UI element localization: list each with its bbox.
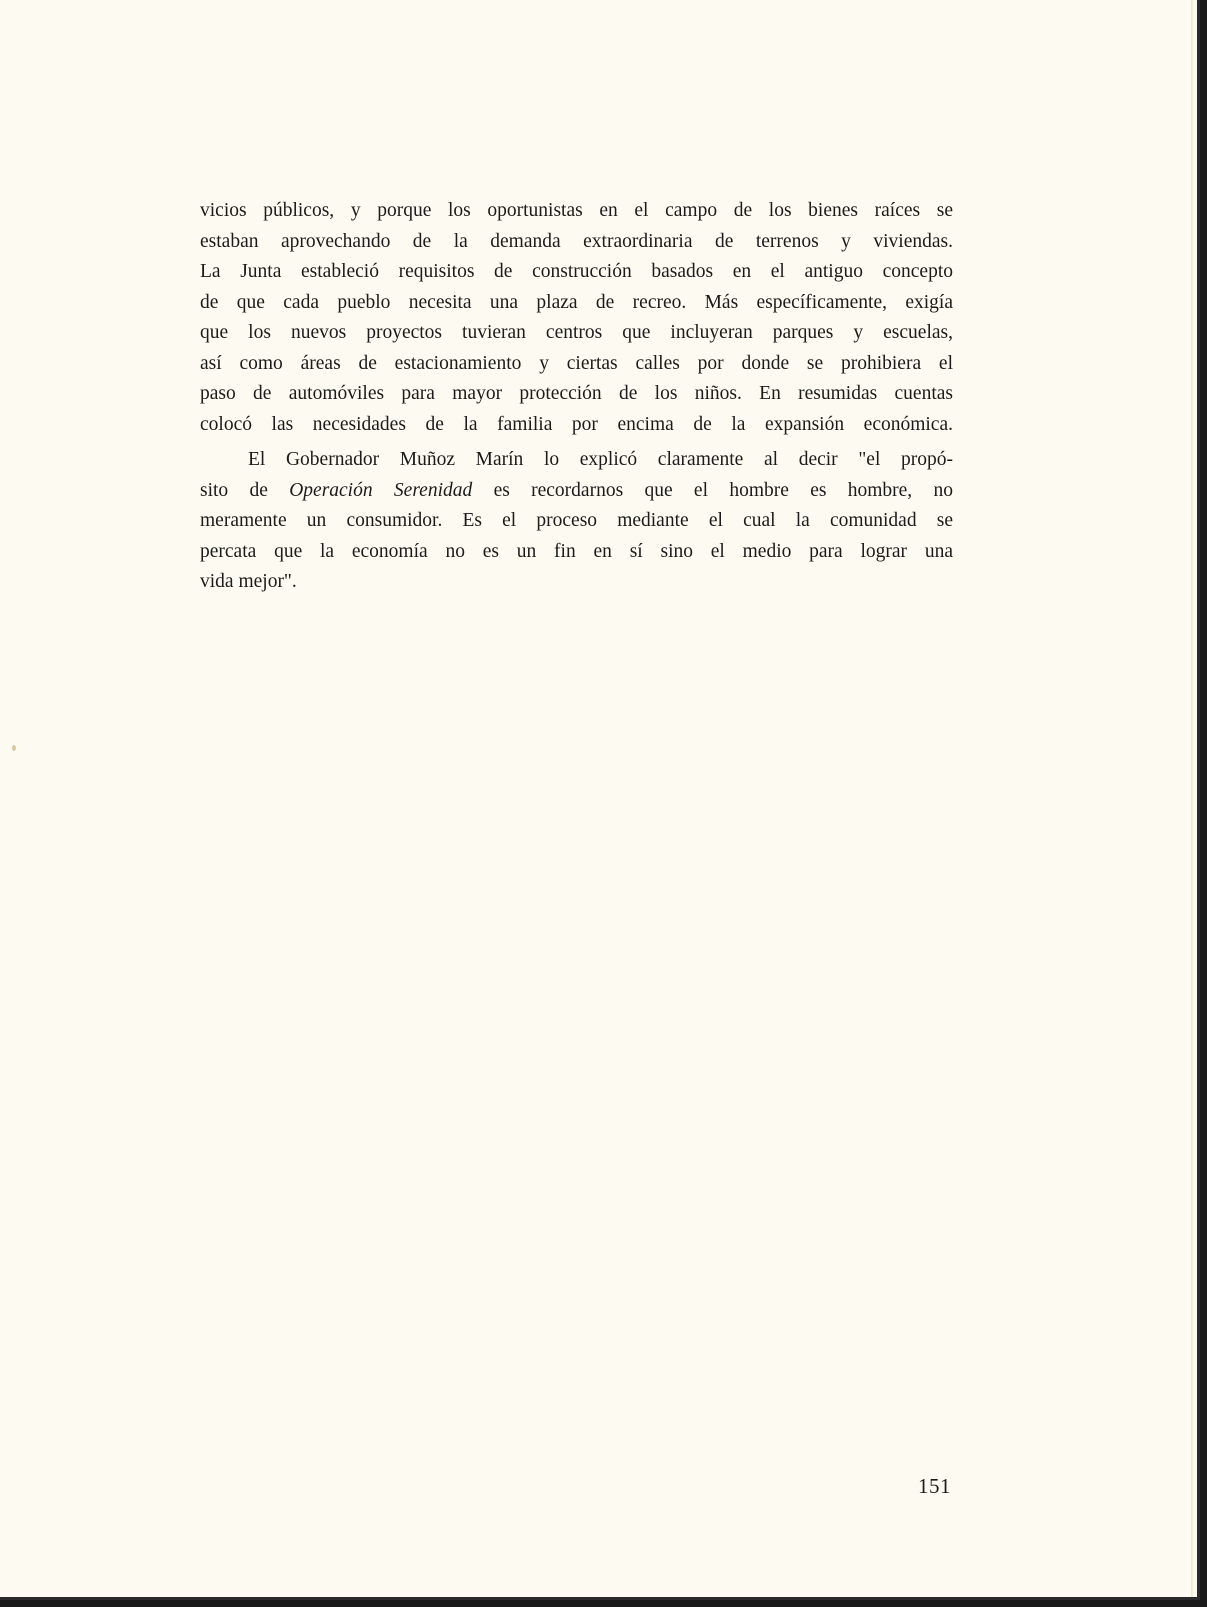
text-line: El Gobernador Muñoz Marín lo explicó claramente al decir "el propó- [248,449,953,470]
text-line: vida mejor". [200,571,297,592]
body-text [200,196,953,598]
paragraph-1 [200,196,953,440]
text-segment: sito de [200,479,290,501]
text-line [200,476,953,507]
text-segment: es recordarnos que el hombre es hombre, no [472,479,953,501]
text-line: meramente un consumidor. Es el proceso mediante el cual la comunidad se [200,510,953,531]
text-line: de que cada pueblo necesita una plaza de recreo. Más específicamente, exigía [200,291,953,313]
text-line: paso de automóviles para mayor protección de los niños. En resumidas cuentas [200,383,953,404]
text-line: La Junta estableció requisitos de construcción basados en el antiguo concepto [200,261,953,282]
text-line: estaban aprovechando de la demanda extraordinaria de terrenos y viviendas. [200,230,953,252]
text-line: que los nuevos proyectos tuvieran centros que incluyeran parques y escuelas, [200,322,953,343]
page-number: 151 [918,1474,951,1498]
text-line: así como áreas de estacionamiento y ciertas calles por donde se prohibiera el [200,352,953,374]
text-line: percata que la economía no es un fin en sí sino el medio para lograr una [200,540,953,562]
paper-speck [12,745,16,751]
italic-title: Operación Serenidad [289,479,473,501]
text-line: vicios públicos, y porque los oportunistas en el campo de los bienes raíces se [200,200,953,221]
text-line: colocó las necesidades de la familia por encima de la expansión económica. [200,413,953,435]
paragraph-2 [200,445,953,598]
